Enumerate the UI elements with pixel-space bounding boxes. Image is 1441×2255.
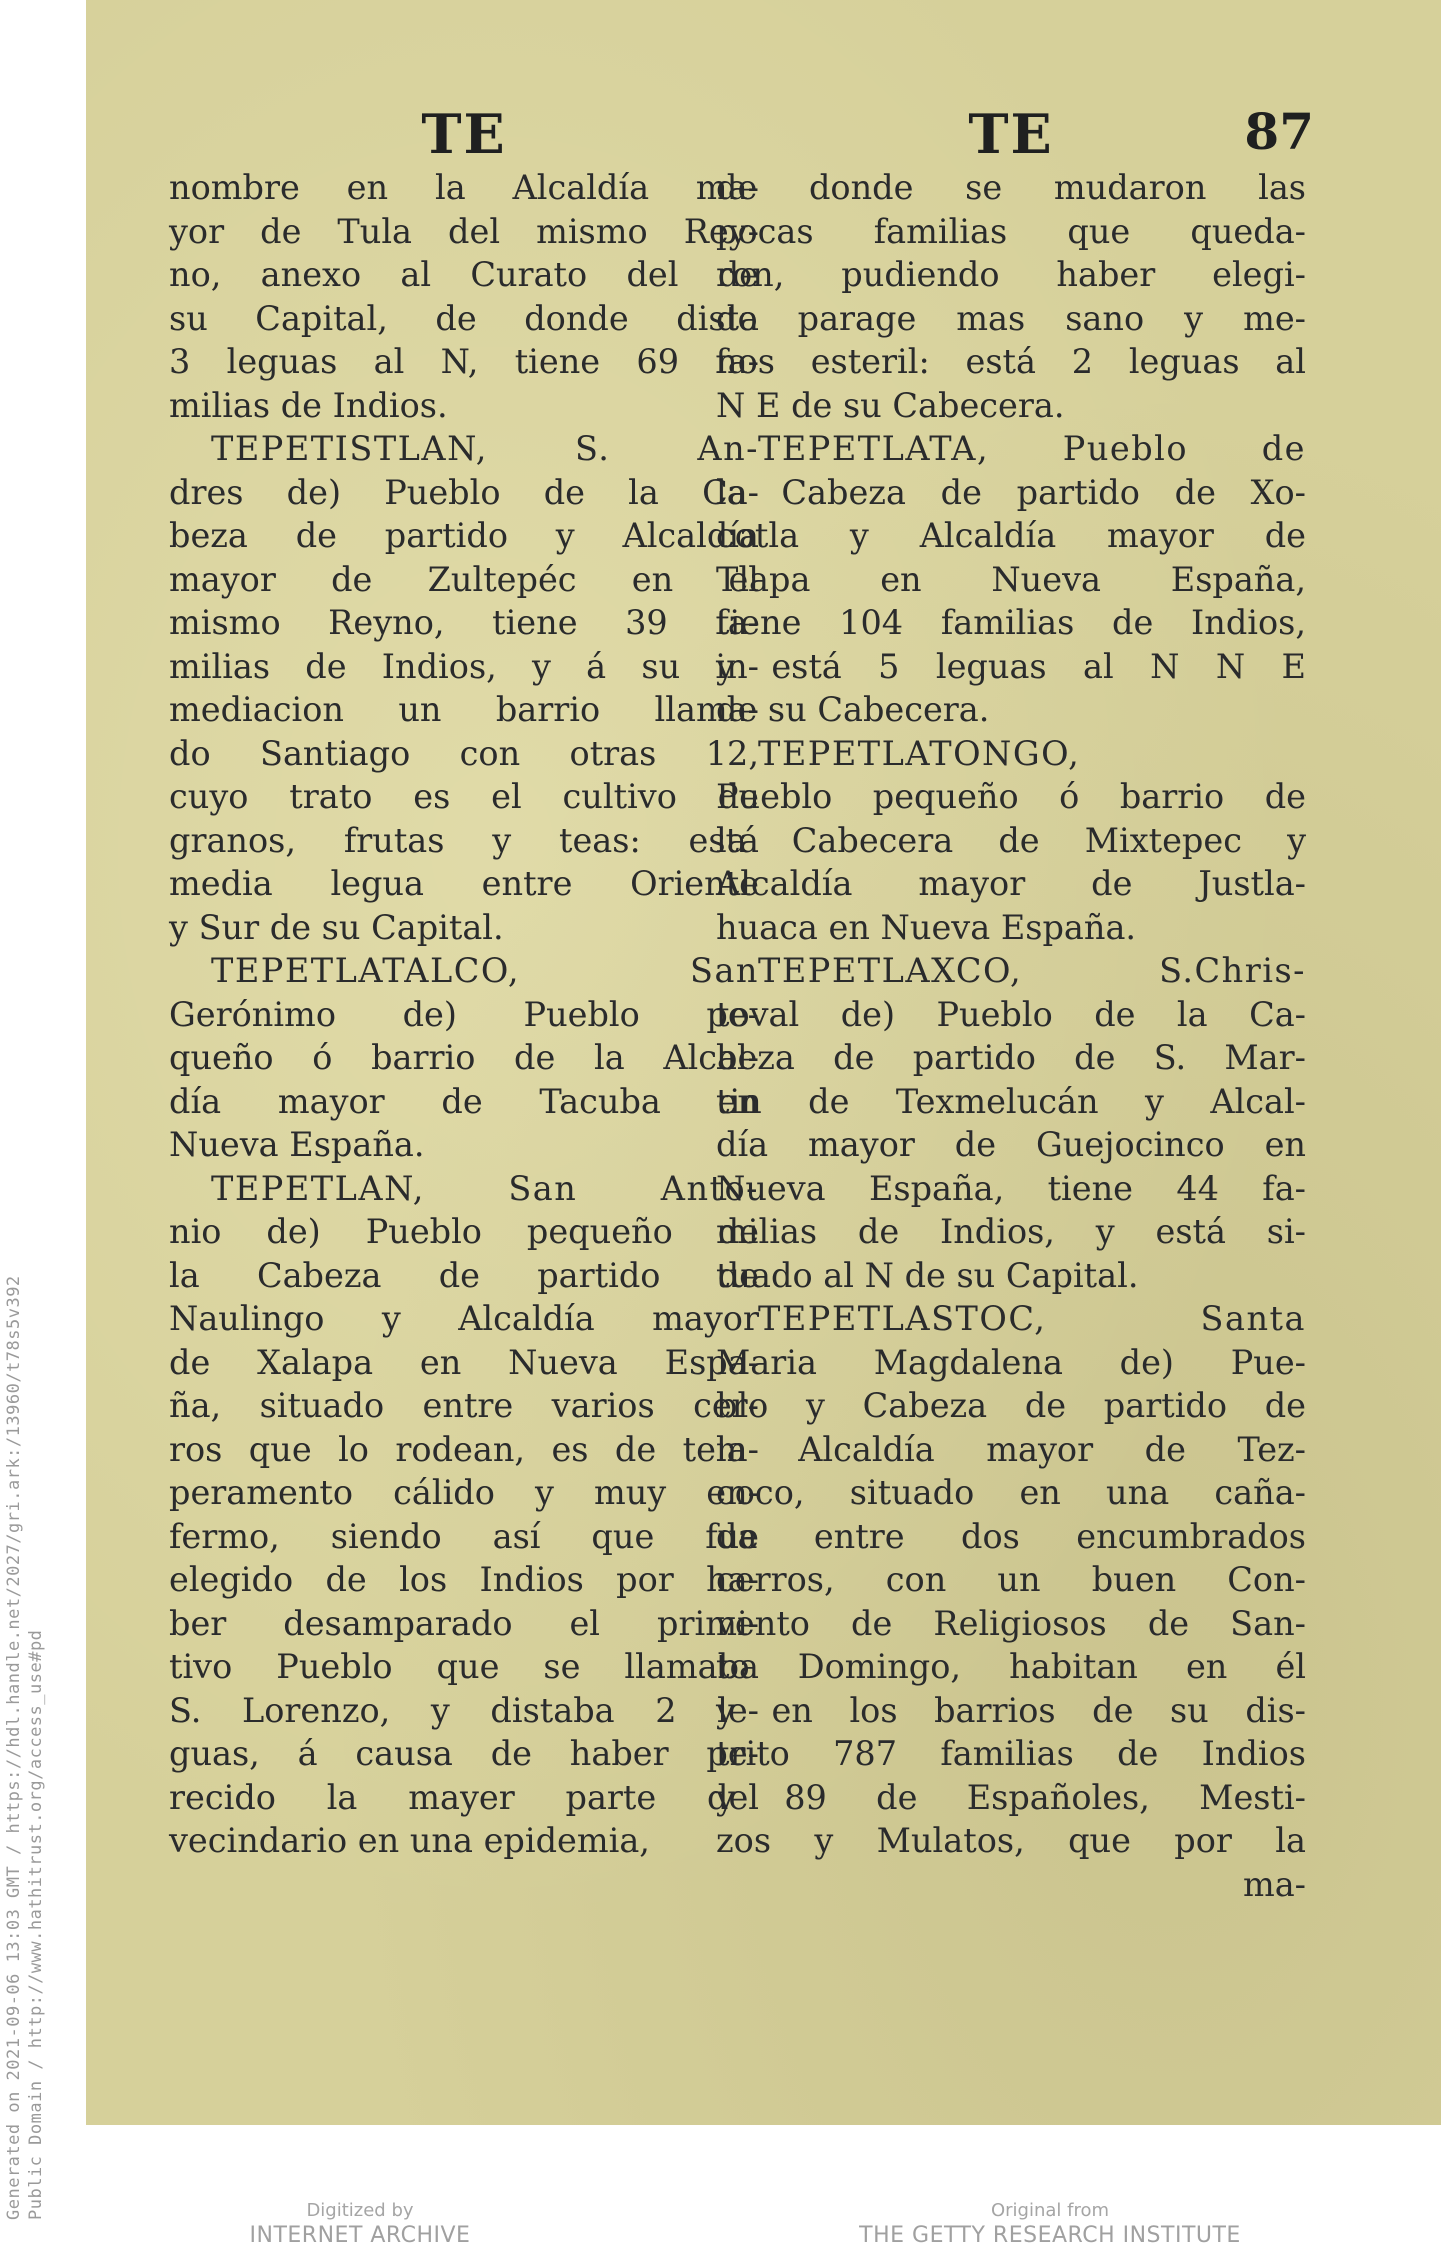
text-line: tuado al N de su Capital. (716, 1255, 1139, 1295)
text-line: huaca en Nueva España. (716, 907, 1137, 947)
text-line: TEPETISTLAN, S. An- (211, 429, 759, 468)
text-line: ron, pudiendo haber elegi- (716, 255, 1306, 294)
text-line: N E de su Cabecera. (716, 385, 1065, 425)
text-line: día mayor de Guejocinco en (716, 1125, 1306, 1164)
text-line: ma- (1242, 1864, 1306, 1904)
text-line: de Xalapa en Nueva Espa- (169, 1342, 759, 1382)
text-line: Tlapa en Nueva España, (716, 559, 1306, 599)
text-line: recido la mayer parte del (169, 1777, 759, 1817)
text-line: fermo, siendo así que fue (169, 1516, 759, 1556)
text-line: TEPETLATA, Pueblo de (758, 429, 1306, 468)
text-line: do Santiago con otras 12, (169, 733, 759, 773)
text-line: y 89 de Españoles, Mesti- (716, 1777, 1306, 1817)
text-line: TEPETLAN, San Anto- (211, 1168, 759, 1208)
text-line: cotla y Alcaldía mayor de (716, 516, 1306, 555)
hathitrust-side-stamp (0, 1100, 86, 2220)
text-line: granos, frutas y teas: está (169, 820, 759, 860)
text-line: media legua entre Oriente (169, 864, 759, 903)
text-line: beza de partido y Alcaldía (169, 516, 759, 555)
scanned-book-page (86, 0, 1441, 2125)
text-line: milias de Indios. (169, 385, 448, 425)
getty-institute-label: THE GETTY RESEARCH INSTITUTE (859, 2223, 1241, 2248)
text-line: trito 787 familias de Indios (716, 1734, 1306, 1773)
text-line: tivo Pueblo que se llamaba (169, 1647, 759, 1686)
text-line: to Domingo, habitan en él (716, 1647, 1306, 1686)
original-from-label: Original from (990, 2200, 1110, 2221)
right-column-text (716, 166, 1306, 1906)
text-line: Maria Magdalena de) Pue- (716, 1342, 1306, 1382)
text-line: nos esteril: está 2 leguas al (716, 342, 1306, 381)
text-line: tin de Texmelucán y Alcal- (716, 1081, 1306, 1121)
text-line: y Sur de su Capital. (169, 907, 504, 947)
text-line: la Cabeza de partido de Xo- (716, 472, 1306, 512)
text-line: la Alcaldía mayor de Tez- (716, 1429, 1306, 1469)
text-line: zos y Mulatos, que por la (716, 1821, 1306, 1860)
text-line: Nueva España, tiene 44 fa- (716, 1168, 1306, 1208)
text-line: peramento cálido y muy en- (169, 1473, 759, 1512)
text-line: Alcaldía mayor de Justla- (716, 864, 1306, 903)
text-line: Gerónimo de) Pueblo pe- (169, 994, 759, 1034)
text-line: TEPETLAXCO, S.Chris- (758, 951, 1306, 990)
text-line: mismo Reyno, tiene 39 fa- (169, 603, 759, 642)
text-line: dres de) Pueblo de la Ca- (169, 472, 759, 512)
text-line: y está 5 leguas al N N E (716, 646, 1306, 686)
text-line: elegido de los Indios por ha- (169, 1560, 759, 1599)
original-from-credit (850, 2200, 1250, 2248)
text-line: Nueva España. (169, 1125, 425, 1164)
side-stamp-line-1: Generated on 2021-09-06 13:03 GMT / https://hdl.handle.net/2027/gri.ark:/13960/t78s5v392 (4, 1275, 24, 2220)
text-line: milias de Indios, y á su in- (169, 646, 759, 686)
side-stamp-line-2: Public Domain / http://www.hathitrust.org/access_use#pd (26, 1629, 46, 2220)
text-line: no, anexo al Curato del de (169, 255, 759, 294)
text-line: mayor de Zultepéc en el (169, 559, 759, 599)
text-line: coco, situado en una caña- (716, 1473, 1306, 1512)
text-line: de su Cabecera. (716, 690, 990, 729)
right-column (716, 102, 1314, 1906)
text-line: queño ó barrio de la Alcal- (169, 1038, 759, 1077)
text-line: ber desamparado el primi- (169, 1603, 759, 1643)
text-line: vecindario en una epidemia, (169, 1821, 650, 1860)
text-line: ña, situado entre varios cer- (169, 1386, 759, 1425)
text-line: y en los barrios de su dis- (716, 1690, 1306, 1730)
text-line: TEPETLATONGO, (758, 733, 1081, 773)
digitized-by-credit (230, 2200, 490, 2248)
page-number: 87 (1244, 102, 1314, 161)
right-running-head: TE (968, 102, 1054, 166)
text-line: nombre en la Alcaldía ma- (169, 168, 759, 207)
text-line: TEPETLASTOC, Santa (758, 1299, 1306, 1338)
text-line: S. Lorenzo, y distaba 2 le- (169, 1690, 759, 1730)
left-running-head: TE (421, 102, 507, 166)
text-line: TEPETLATALCO, San (211, 951, 759, 990)
text-line: día mayor de Tacuba en (169, 1081, 759, 1121)
text-line: blo y Cabeza de partido de (716, 1386, 1306, 1425)
text-line: mediacion un barrio llama- (169, 690, 759, 729)
text-line: Pueblo pequeño ó barrio de (716, 777, 1306, 816)
text-line: 3 leguas al N, tiene 69 fa- (169, 342, 759, 381)
text-line: pocas familias que queda- (716, 211, 1306, 251)
text-line: do parage mas sano y me- (716, 298, 1306, 338)
text-line: la Cabecera de Mixtepec y (716, 820, 1306, 860)
text-line: yor de Tula del mismo Rey- (169, 211, 759, 251)
left-column-text (169, 166, 759, 1863)
text-line: tiene 104 familias de Indios, (716, 603, 1306, 642)
text-line: nio de) Pueblo pequeño de (169, 1212, 759, 1251)
text-line: cerros, con un buen Con- (716, 1560, 1306, 1599)
text-line: toval de) Pueblo de la Ca- (716, 994, 1306, 1034)
text-line: da entre dos encumbrados (716, 1516, 1306, 1556)
internet-archive-label: INTERNET ARCHIVE (249, 2223, 471, 2248)
text-line: la Cabeza de partido de (169, 1255, 759, 1295)
text-line: vento de Religiosos de San- (716, 1603, 1306, 1643)
text-line: cuyo trato es el cultivo de (169, 777, 759, 816)
text-line: su Capital, de donde dista (169, 298, 759, 338)
text-line: guas, á causa de haber pe- (169, 1734, 759, 1773)
text-line: Naulingo y Alcaldía mayor (169, 1299, 759, 1338)
text-line: de donde se mudaron las (716, 168, 1306, 207)
text-line: beza de partido de S. Mar- (716, 1038, 1306, 1077)
left-column (169, 102, 759, 1863)
text-line: milias de Indios, y está si- (716, 1212, 1306, 1251)
text-line: ros que lo rodean, es de tem- (169, 1429, 759, 1469)
digitized-by-label: Digitized by (306, 2200, 414, 2221)
